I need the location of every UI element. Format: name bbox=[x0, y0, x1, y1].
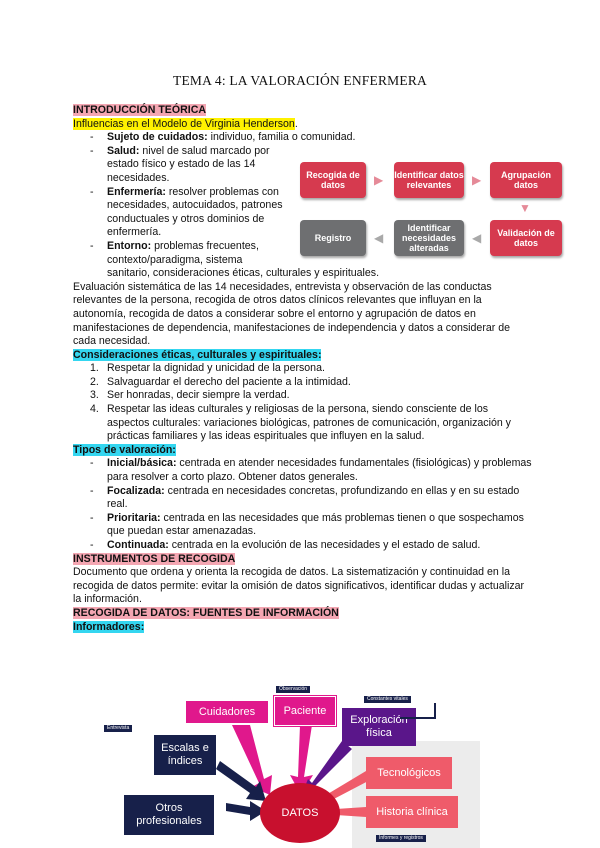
list-item: 1. Respetar la dignidad y unicidad de la persona. bbox=[90, 362, 325, 375]
arrow-left-icon: ◀ bbox=[472, 231, 482, 245]
instruments-heading: INSTRUMENTOS DE RECOGIDA bbox=[73, 552, 236, 565]
list-item: - Focalizada: centrada en necesidades concretas, profundizando en ellas y en su estado real. bbox=[73, 485, 533, 512]
box-cuidadores: Cuidadores bbox=[186, 701, 268, 723]
list-item: - Inicial/básica: centrada en atender necesidades fundamentales (fisiológicas) y problemas para resolver a corto plazo. Obtener datos generales. bbox=[73, 457, 533, 484]
box-otros-profesionales: Otros profesionales bbox=[124, 795, 214, 835]
intro-heading: INTRODUCCIÓN TEÓRICA bbox=[73, 104, 207, 116]
informadores-heading: Informadores: bbox=[73, 620, 145, 633]
circle-datos: DATOS bbox=[260, 783, 340, 843]
arrow-right-icon: ▶ bbox=[472, 173, 482, 187]
valoracion-flow-diagram bbox=[300, 160, 570, 260]
box-escalas-indices: Escalas e índices bbox=[154, 735, 216, 775]
tag-informes-registros: Informes y registros bbox=[376, 835, 426, 842]
list-item: - Entorno: problemas frecuentes, contexto/paradigma, sistema bbox=[73, 240, 285, 267]
types-heading: Tipos de valoración: bbox=[73, 443, 176, 456]
page-title: TEMA 4: LA VALORACIÓN ENFERMERA bbox=[173, 73, 427, 88]
list-item: 3. Ser honradas, decir siempre la verdad. bbox=[90, 389, 290, 402]
box-historia-clinica: Historia clínica bbox=[366, 796, 458, 828]
list-item-continuation: sanitario, consideraciones éticas, culturales y espirituales. bbox=[107, 267, 380, 280]
box-paciente: Paciente bbox=[274, 696, 336, 726]
list-item: - Prioritaria: centrada en las necesidades que más problemas tienen o que sospechamos que puedan estar amenazadas. bbox=[73, 512, 533, 539]
flow-box-validacion: Validación de datos bbox=[490, 220, 562, 256]
fuentes-diagram bbox=[100, 683, 480, 848]
flow-box-identificar-relevantes: Identificar datos relevantes bbox=[394, 162, 464, 198]
list-item: 4. Respetar las ideas culturales y religiosas de la persona, siendo consciente de los aspectos culturales: variaciones biológicas, patrones de comunicación, organización y prácticas familiares y las ideas espirituales que influyen en la salud. bbox=[90, 403, 511, 443]
list-item: - Enfermería: resolver problemas con necesidades, autocuidados, patrones conductuales y otros dominios de enfermería. bbox=[73, 186, 285, 240]
intro-paragraph: Evaluación sistemática de las 14 necesidades, entrevista y observación de las conductas relevantes de la persona, recogida de otros datos clínicos relevantes que influyan en la autonomía, recogida de datos a considerar sobre el entorno y agrupación de datos en manifestaciones de dependencia, manifestaciones de independencia y datos a considerar de cada necesidad. bbox=[73, 280, 510, 348]
list-item: 2. Salvaguardar el derecho del paciente a la intimidad. bbox=[90, 375, 351, 388]
intro-subheading-period: . bbox=[294, 117, 298, 130]
flow-box-recogida: Recogida de datos bbox=[300, 162, 366, 198]
list-item: - Sujeto de cuidados: individuo, familia o comunidad. bbox=[73, 131, 533, 145]
flow-box-registro: Registro bbox=[300, 220, 366, 256]
ethics-list bbox=[73, 362, 533, 444]
list-item: - Salud: nivel de salud marcado por estado físico y estado de las 14 necesidades. bbox=[73, 145, 285, 186]
flow-box-identificar-necesidades: Identificar necesidades alteradas bbox=[394, 220, 464, 256]
flow-box-agrupacion: Agrupación datos bbox=[490, 162, 562, 198]
ethics-heading: Consideraciones éticas, culturales y espirituales: bbox=[73, 348, 322, 361]
arrow-left-icon: ◀ bbox=[374, 231, 384, 245]
list-item: - Continuada: centrada en la evolución de las necesidades y el estado de salud. bbox=[73, 539, 533, 553]
arrow-down-icon: ▼ bbox=[519, 201, 531, 215]
tag-constantes-vitales: Constantes vitales bbox=[364, 696, 411, 703]
sources-heading: RECOGIDA DE DATOS: FUENTES DE INFORMACIÓN bbox=[73, 606, 339, 619]
tag-entrevista: Entrevista bbox=[104, 725, 132, 732]
intro-subheading: Influencias en el Modelo de Virginia Henderson bbox=[73, 117, 295, 130]
connector-line bbox=[400, 703, 436, 719]
types-list bbox=[73, 457, 533, 552]
arrow-right-icon: ▶ bbox=[374, 173, 384, 187]
instruments-paragraph: Documento que ordena y orienta la recogida de datos. La sistematización y continuidad en la recogida de datos permite: evitar la omisión de datos significativos, identificar dudas y actualizar la información. bbox=[73, 566, 525, 606]
box-tecnologicos: Tecnológicos bbox=[366, 757, 452, 789]
tag-observacion: Observación bbox=[276, 686, 310, 693]
box-exploracion-fisica: Exploración física bbox=[342, 708, 416, 746]
